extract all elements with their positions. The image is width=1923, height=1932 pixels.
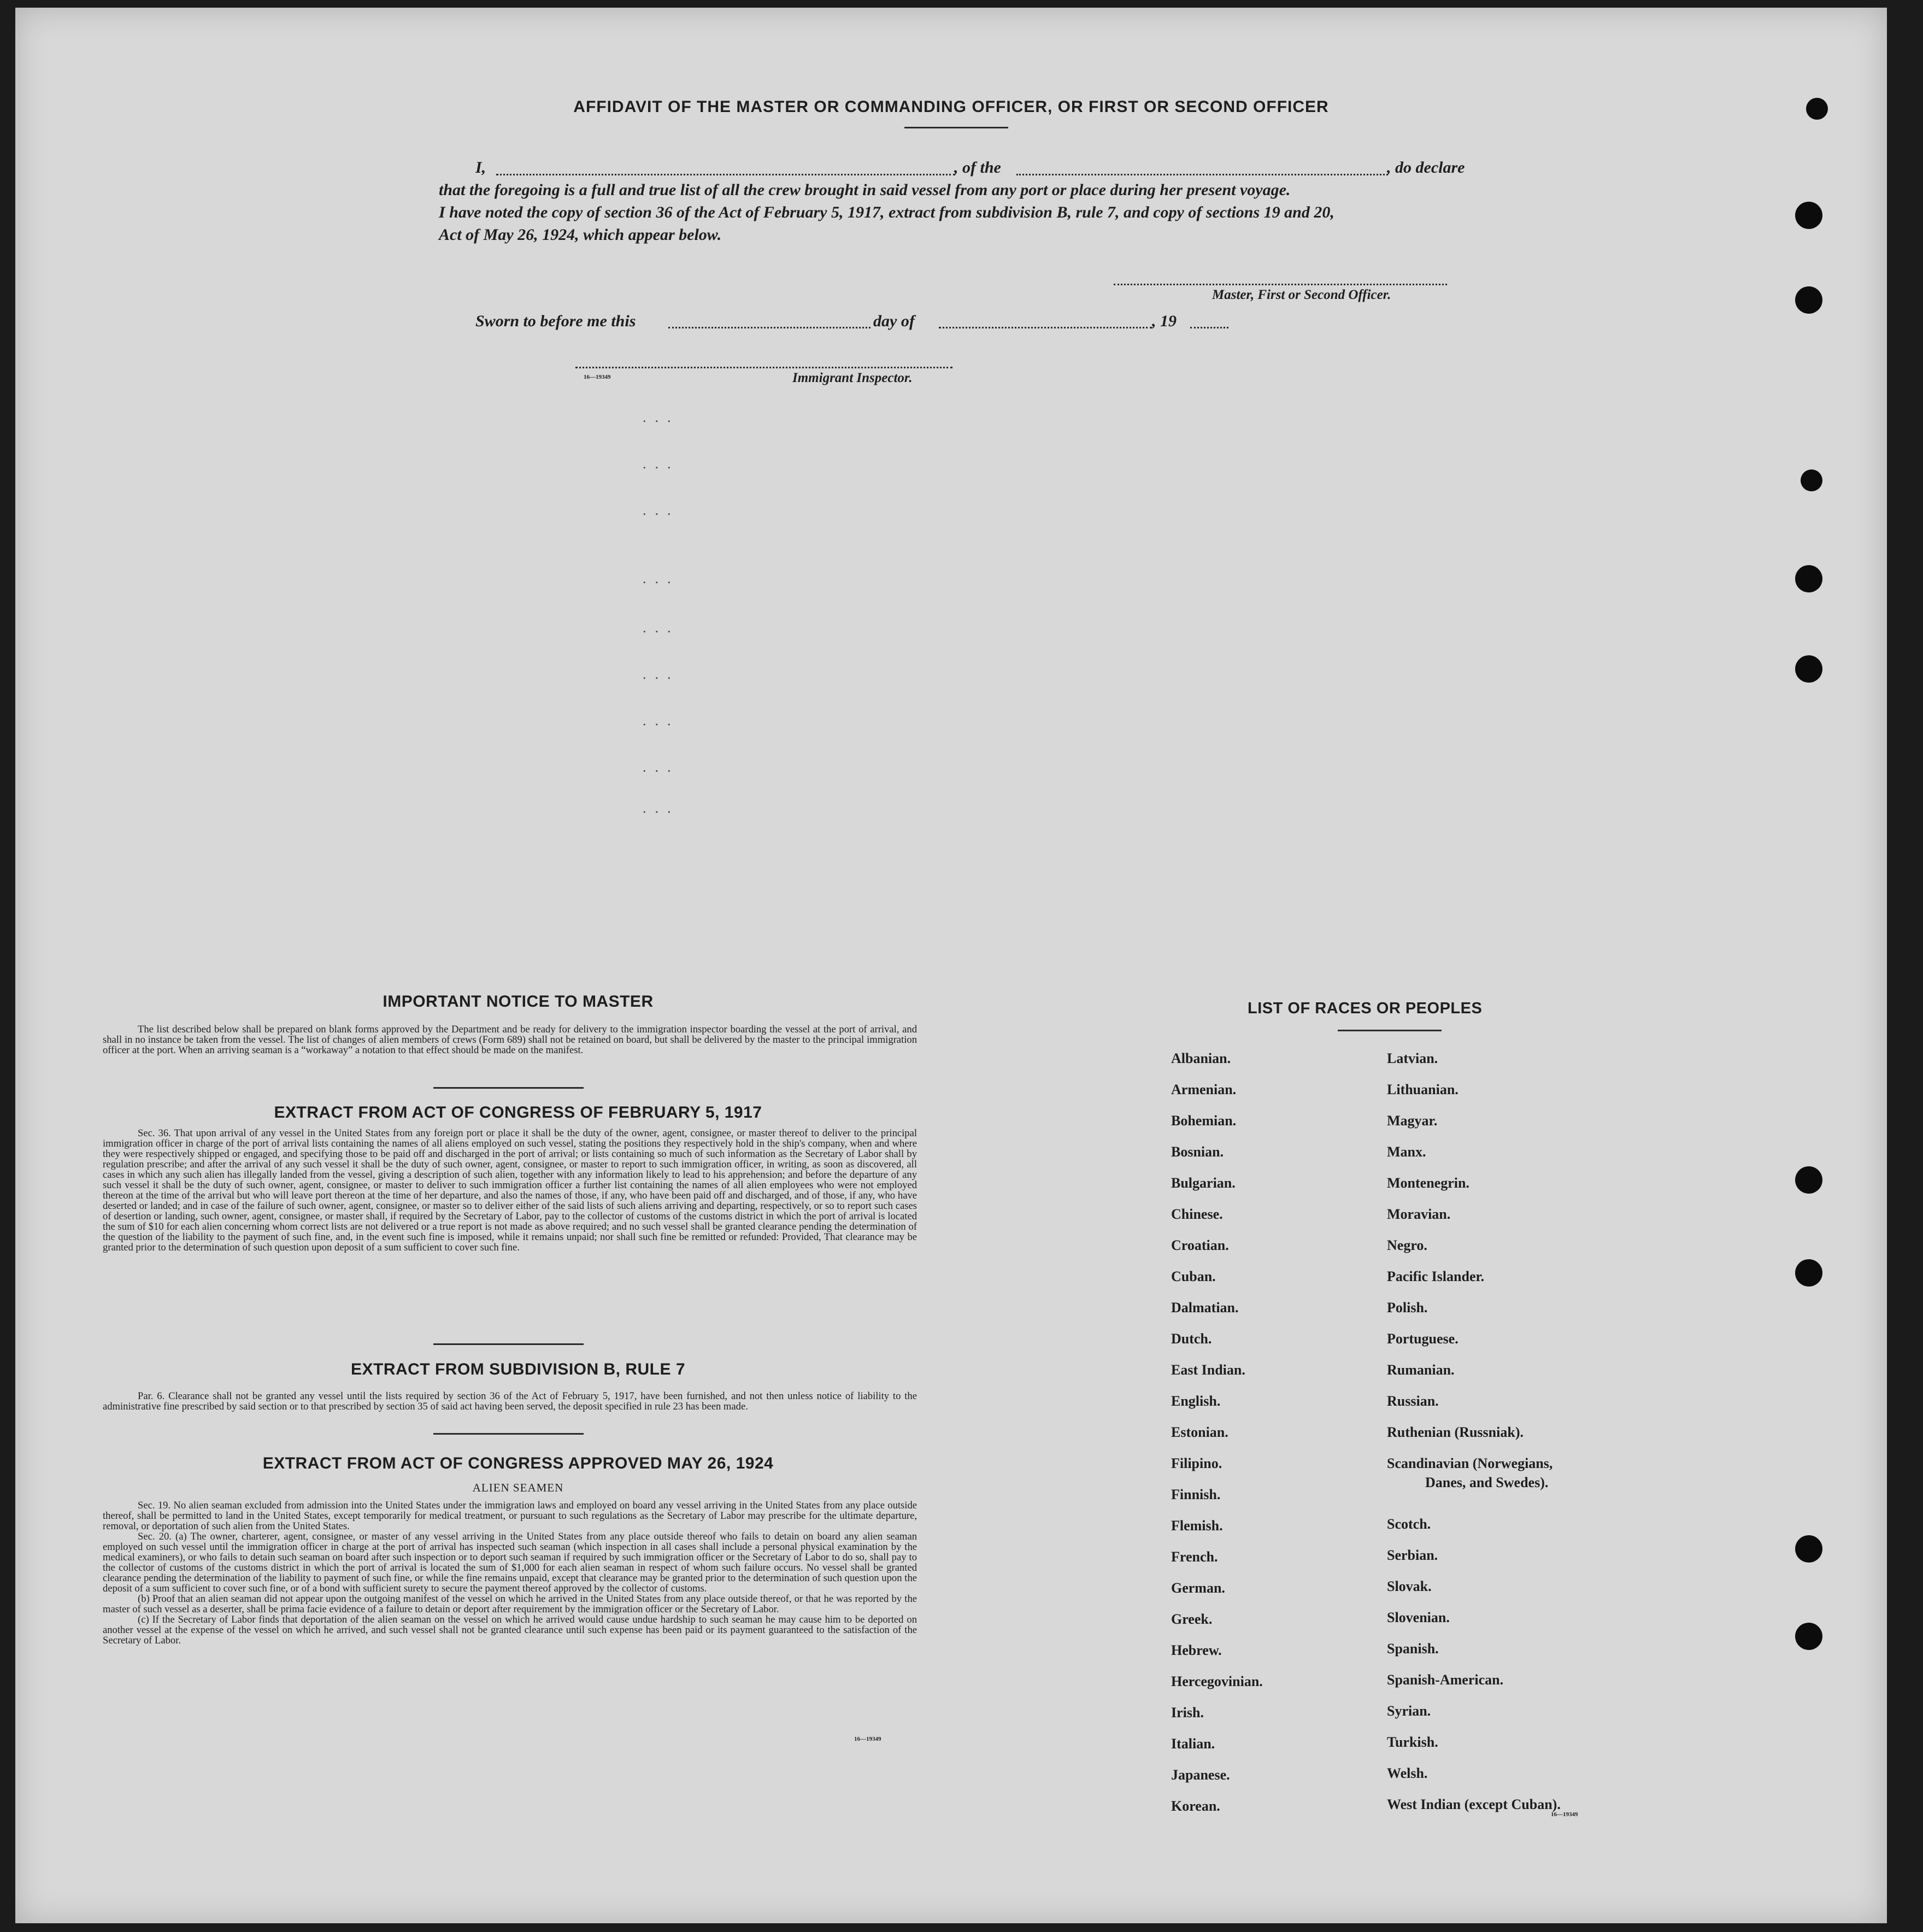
dot-mark: ... [643, 713, 680, 729]
dot-mark: ... [643, 571, 680, 586]
sec-20b-text: (b) Proof that an alien seaman did not appear upon the outgoing manifest of the vessel on which he arrived in the United States from any place outside thereof, or that he was reported by the master of such vessel as a deserter, shall be prima facie evidence of a failure to detain or deport after requirement by the immigration officer or the Secretary of Labor. [103, 1593, 917, 1615]
race-item: Chinese. [1171, 1206, 1223, 1222]
race-item: Ruthenian (Russniak). [1387, 1424, 1524, 1440]
punch-hole [1801, 469, 1822, 491]
document-page [15, 8, 1887, 1923]
race-item: Greek. [1171, 1611, 1213, 1627]
race-item: Latvian. [1387, 1050, 1438, 1066]
race-item: Flemish. [1171, 1518, 1223, 1534]
race-item: Syrian. [1387, 1703, 1431, 1719]
dot-mark: ... [643, 502, 680, 518]
punch-hole [1795, 565, 1822, 592]
race-item: Bulgarian. [1171, 1175, 1236, 1191]
race-item: Portuguese. [1387, 1331, 1459, 1347]
dot-mark: ... [643, 409, 680, 425]
affidavit-do-declare-label: , do declare [1387, 158, 1465, 177]
sworn-year-blank [1190, 327, 1228, 328]
race-item: Dutch. [1171, 1331, 1212, 1347]
race-item: Scandinavian (Norwegians, [1387, 1455, 1553, 1471]
race-item: Turkish. [1387, 1734, 1438, 1750]
punch-hole [1795, 1623, 1822, 1650]
extract-1924-subtitle: ALIEN SEAMEN [472, 1481, 564, 1494]
race-item: Scotch. [1387, 1516, 1431, 1532]
race-item: Filipino. [1171, 1455, 1222, 1471]
race-item: Spanish. [1387, 1641, 1439, 1657]
section-divider [433, 1433, 584, 1435]
inspector-signature-line [575, 367, 952, 368]
affidavit-of-the-label: , of the [954, 158, 1001, 177]
dot-mark: ... [643, 800, 680, 816]
race-item: German. [1171, 1580, 1225, 1596]
vessel-blank [1016, 174, 1388, 175]
race-item: Dalmatian. [1171, 1300, 1239, 1316]
notice-text: The list described below shall be prepared on blank forms approved by the Department and be ready for delivery to the immigration inspector boarding the vessel at the port of arrival, and shall in no instance be taken from the vessel. The list of changes of alien members of crews (Form 689) shall not be retained on board, but shall be delivered by the master to the principal immigration officer at the port. When an arriving seaman is a “workaway” a notation to that effect should be made on the manifest. [103, 1024, 917, 1056]
race-item: Rumanian. [1387, 1362, 1455, 1378]
race-item: Cuban. [1171, 1269, 1216, 1284]
race-item: Russian. [1387, 1393, 1439, 1409]
race-item: Italian. [1171, 1736, 1215, 1752]
race-item: Finnish. [1171, 1487, 1221, 1502]
race-item: Spanish-American. [1387, 1672, 1504, 1688]
extract-1924-body [103, 1500, 917, 1646]
race-item: Slovak. [1387, 1578, 1432, 1594]
name-blank [496, 174, 955, 175]
sworn-month-blank [939, 327, 1152, 328]
punch-hole [1795, 286, 1822, 314]
punch-hole [1795, 1166, 1822, 1194]
master-signature-line [1114, 284, 1447, 285]
race-item: Danes, and Swedes). [1425, 1475, 1549, 1490]
races-title: LIST OF RACES OR PEOPLES [1248, 1000, 1483, 1017]
rule-7-text: Par. 6. Clearance shall not be granted any vessel until the lists required by section 36 of the Act of February 5, 1917, have been furnished, and not then unless notice of liability to the administrative fine prescribed by said section or to that prescribed by section 35 of said act having been served, the deposit specified in rule 23 has been made. [103, 1390, 917, 1412]
affidavit-title: AFFIDAVIT OF THE MASTER OR COMMANDING OFFICER, OR FIRST OR SECOND OFFICER [573, 98, 1329, 116]
year-label: , 19 [1152, 312, 1177, 330]
race-item: Hebrew. [1171, 1642, 1222, 1658]
race-item: Magyar. [1387, 1113, 1438, 1129]
form-code: 16—19349 [1551, 1811, 1578, 1818]
dot-mark: ... [643, 666, 680, 682]
sworn-day-blank [668, 327, 871, 328]
race-item: Estonian. [1171, 1424, 1228, 1440]
extract-1917-text: Sec. 36. That upon arrival of any vessel in the United States from any foreign port or place it shall be the duty of the owner, agent, consignee, or master thereof to deliver to the principal immigration officer in charge of the port of arrival lists containing the names of all aliens employed on such vessel, stating the positions they respectively hold in the ship's company, when and where they were respectively shipped or engaged, and specifying those to be paid off and discharged in the port of arrival; or lists containing so much of such information as the Secretary of Labor shall by regulation prescribe; and after the arrival of any such vessel it shall be the duty of such owner, agent, consignee, or master to report to such immigration officer, in writing, as soon as discovered, all cases in which any such alien has illegally landed from the vessel, giving a description of such alien, together with any information likely to lead to his apprehension; and before the departure of any such vessel it shall be the duty of such owner, agent, consignee, or master to deliver to such immigration officer a further list containing the names of all alien employees who were not employed thereon at the time of the arrival but who will leave port thereon at the time of her departure, and also the names of those, if any, who have been paid off and discharged, and of those, if any, who have deserted or landed; and in case of the failure of such owner, agent, consignee, or master so to deliver either of the said lists of such aliens arriving and departing, respectively, or so to report such cases of desertion or landing, such owner, agent, consignee, or master shall, if required by the Secretary of Labor, pay to the collector of customs of the customs district in which the port of arrival is located the sum of $10 for each alien concerning whom correct lists are not delivered or a true report is not made as above required; and no such vessel shall be granted clearance pending the determination of the question of the liability to the payment of such fine, and, in the event such fine is imposed, while it remains unpaid; nor shall such fine be remitted or refunded: Provided, That clearance may be granted prior to the determination of such question upon deposit of a sum sufficient to cover such fine. [103, 1128, 917, 1253]
race-item: Armenian. [1171, 1082, 1237, 1097]
punch-hole [1795, 1259, 1822, 1287]
sec-20c-text: (c) If the Secretary of Labor finds that deportation of the alien seaman on the vessel on which he arrived would cause undue hardship to such seaman he may cause him to be deported on another vessel at the expense of the vessel on which he arrived, and such vessel shall not be granted clearance until such expense has been paid or its payment guaranteed to the satisfaction of the Secretary of Labor. [103, 1614, 917, 1646]
race-item: Negro. [1387, 1237, 1427, 1253]
master-signature-label: Master, First or Second Officer. [1212, 287, 1391, 302]
punch-hole [1795, 655, 1822, 683]
inspector-label: Immigrant Inspector. [792, 371, 913, 385]
race-item: Bosnian. [1171, 1144, 1224, 1160]
race-item: Hercegovinian. [1171, 1673, 1263, 1689]
race-item: English. [1171, 1393, 1221, 1409]
race-item: Bohemian. [1171, 1113, 1237, 1129]
dot-mark: ... [643, 456, 680, 472]
race-item: East Indian. [1171, 1362, 1245, 1378]
section-divider [433, 1343, 584, 1345]
punch-hole [1795, 1535, 1822, 1563]
race-item: Irish. [1171, 1705, 1204, 1720]
race-item: French. [1171, 1549, 1218, 1565]
sworn-label: Sworn to before me this [475, 312, 636, 330]
sec-19-text: Sec. 19. No alien seaman excluded from admission into the United States under the immigration laws and employed on board any vessel arriving in the United States from any place outside thereof, shall be permitted to land in the United States, except temporarily for medical treatment, or pursuant to such regulations as the Secretary of Labor may prescribe for the ultimate departure, removal, or deportation of such alien from the United States. [103, 1500, 917, 1532]
dot-mark: ... [643, 759, 680, 775]
race-item: Polish. [1387, 1300, 1428, 1316]
form-code: 16—19349 [584, 374, 611, 380]
notice-title: IMPORTANT NOTICE TO MASTER [383, 993, 654, 1011]
affidavit-i-label: I, [475, 158, 486, 177]
race-item: Albanian. [1171, 1050, 1231, 1066]
punch-hole [1795, 202, 1822, 229]
race-item: Korean. [1171, 1798, 1220, 1814]
day-of-label: day of [873, 312, 915, 330]
races-divider [1338, 1030, 1442, 1031]
form-code: 16—19349 [854, 1736, 881, 1742]
extract-1917-title: EXTRACT FROM ACT OF CONGRESS OF FEBRUARY 5, 1917 [274, 1103, 762, 1121]
sec-20a-text: Sec. 20. (a) The owner, charterer, agent, consignee, or master of any vessel arriving in the United States from any place outside thereof who fails to detain on board any alien seaman employed on such vessel until the immigration officer in charge at the port of arrival has inspected such seaman (which inspection in all cases shall include a personal physical examination by the medical examiners), or who fails to detain such seaman on board after such inspection or to deport such seaman if required by such immigration officer or the Secretary of Labor to do so, shall pay to the collector of customs of the customs district in which the port of arrival is located the sum of $1,000 for each alien seaman in respect of whom such failure occurs. No vessel shall be granted clearance pending the determination of the liability to payment of such fine, or while the fine remains unpaid, except that clearance may be granted prior to the determination of such question upon the deposit of a sum sufficient to cover such fine, or of a bond with sufficient surety to secure the payment thereof approved by the collector of customs. [103, 1531, 917, 1594]
title-divider [904, 127, 1008, 128]
affidavit-line-2: that the foregoing is a full and true list of all the crew brought in said vessel from any port or place during her present voyage. [439, 181, 1291, 199]
race-item: Welsh. [1387, 1765, 1428, 1781]
race-item: Serbian. [1387, 1547, 1438, 1563]
rule-7-title: EXTRACT FROM SUBDIVISION B, RULE 7 [350, 1360, 686, 1378]
race-item: Pacific Islander. [1387, 1269, 1485, 1284]
affidavit-line-4: Act of May 26, 1924, which appear below. [439, 226, 722, 244]
dot-mark: ... [643, 620, 680, 636]
race-item: West Indian (except Cuban). [1387, 1796, 1561, 1812]
race-item: Manx. [1387, 1144, 1426, 1160]
affidavit-line-3: I have noted the copy of section 36 of the Act of February 5, 1917, extract from subdivision B, rule 7, and copy of sections 19 and 20, [439, 203, 1334, 221]
race-item: Japanese. [1171, 1767, 1230, 1783]
race-item: Slovenian. [1387, 1610, 1450, 1625]
section-divider [433, 1087, 584, 1089]
extract-1924-title: EXTRACT FROM ACT OF CONGRESS APPROVED MAY 26, 1924 [262, 1454, 774, 1472]
race-item: Montenegrin. [1387, 1175, 1469, 1191]
race-item: Croatian. [1171, 1237, 1229, 1253]
race-item: Moravian. [1387, 1206, 1451, 1222]
race-item: Lithuanian. [1387, 1082, 1459, 1097]
